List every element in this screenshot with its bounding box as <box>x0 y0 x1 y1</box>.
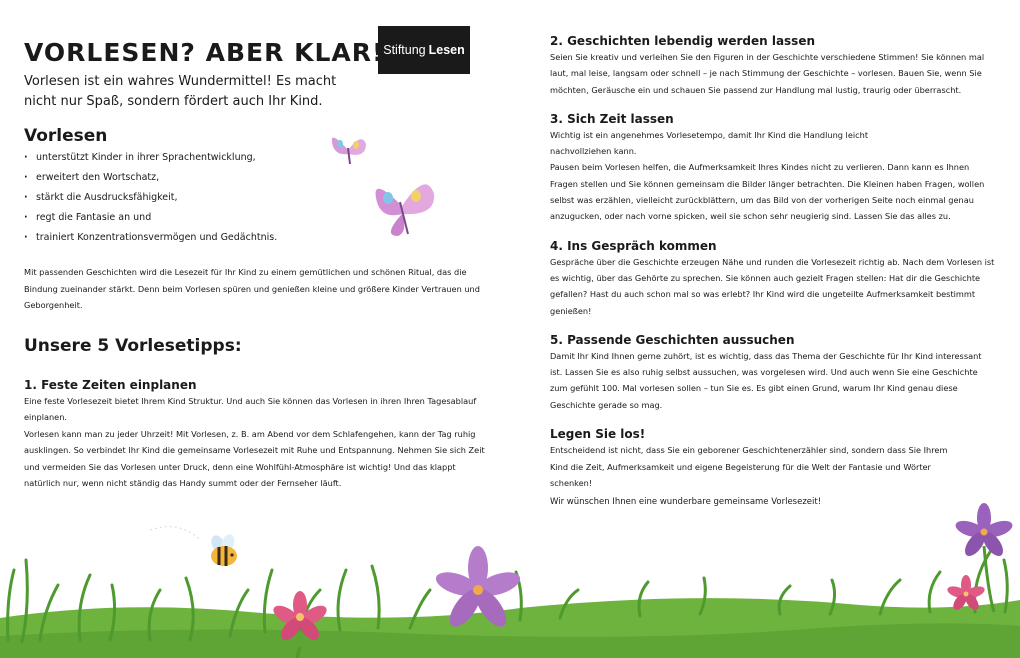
tip-1-title: 1. Feste Zeiten einplanen <box>24 377 197 392</box>
tip-3-paragraph-1: Wichtig ist ein angenehmes Vorlesetempo, damit Ihr Kind die Handlung leicht nachvollziehen kann. <box>550 129 869 157</box>
logo-word-2: Lesen <box>428 43 465 57</box>
left-column <box>24 38 489 492</box>
bee-icon <box>209 532 237 566</box>
list-item: · trainiert Konzentrationsvermögen und Gedächtnis. <box>24 228 489 248</box>
tip-2-block <box>550 34 995 98</box>
closing-block <box>550 427 995 510</box>
list-item: · stärkt die Ausdrucksfähigkeit, <box>24 188 489 208</box>
tip-3-paragraph-2: Pausen beim Vorlesen helfen, die Aufmerksamkeit Ihres Kindes nicht zu verlieren. Dann kann es Ihnen Fragen stellen und Sie können gemeinsam die Bilder länger betrachten. Die Kleinen haben Fragen, wollen selbst was erzählen, vielleicht zurückblättern, um das Bild von der vorherigen Seite noch einmal genau anzugucken, oder nach vorne spicken, weil sie schon sehr neugierig sind. Lassen Sie das alles zu. <box>550 162 985 222</box>
list-item: · regt die Fantasie an und <box>24 208 489 228</box>
grass-icon <box>0 552 1020 658</box>
tip-4-block <box>550 239 995 319</box>
tip-2-text: Seien Sie kreativ und verleihen Sie den Figuren in der Geschichte verschiedene Stimmen! Sie können mal laut, mal leise, langsam oder schnell – je nach Stimmung der Geschichte – vorlesen. Bauen Sie, wenn Sie möchten, Geräusche ein und schauen Sie passend zur Handlung mal lustig, traurig oder überrascht. <box>550 52 985 95</box>
intro-paragraph: Mit passenden Geschichten wird die Lesezeit für Ihr Kind zu einem gemütlichen und schönen Ritual, das die Bindung zueinander stärkt. Denn beim Vorlesen spüren und genießen kleine und größere Kinder Vertrauen und Geborgenheit. <box>24 267 480 310</box>
logo-word-1: Stiftung <box>383 43 426 57</box>
closing-title: Legen Sie los! <box>550 427 646 442</box>
benefits-list <box>24 148 489 248</box>
tip-1-paragraph-1: Eine feste Vorlesezeit bietet Ihrem Kind Struktur. Und auch Sie können das Vorlesen in ihren Ihren Tagesablauf einplanen. <box>24 395 477 422</box>
tip-2-title: 2. Geschichten lebendig werden lassen <box>550 34 816 48</box>
tip-5-title: 5. Passende Geschichten aussuchen <box>550 332 795 347</box>
tip-4-text: Gespräche über die Geschichte erzeugen Nähe und runden die Vorlesezeit richtig ab. Nach dem Vorlesen ist es wichtig, über das Gehörte zu sprechen. Sie können auch gezielt Fragen stellen: Hat dir die Geschichte gefallen? Hast du auch schon mal so was erlebt? Ihr Kind wird die ungeteilte Aufmerksamkeit bestimmt genießen! <box>550 256 995 316</box>
lead-text: Vorlesen ist ein wahres Wundermittel! Es macht nicht nur Spaß, sondern fördert auch Ihr Kind. <box>24 74 337 109</box>
tip-3-title: 3. Sich Zeit lassen <box>550 111 674 126</box>
tips-heading: Unsere 5 Vorlesetipps: <box>24 335 242 356</box>
list-item: · erweitert den Wortschatz, <box>24 168 489 188</box>
list-item: · unterstützt Kinder in ihrer Sprachentwicklung, <box>24 148 489 168</box>
closing-wish: Wir wünschen Ihnen eine wunderbare gemeinsame Vorlesezeit! <box>550 496 822 507</box>
closing-text: Entscheidend ist nicht, dass Sie ein geborener Geschichtenerzähler sind, sondern dass Sie Ihrem Kind die Zeit, Aufmerksamkeit und eigene Begeisterung für die Welt der Fantasie und Wörter schenken! <box>550 445 948 489</box>
tip-1-paragraph-2: Vorlesen kann man zu jeder Uhrzeit! Mit Vorlesen, z. B. am Abend vor dem Schlafengehen, kann der Tag ruhig ausklingen. So verbindet Ihr Kind die gemeinsame Vorlesezeit mit Ruhe und Entspannung. Nehmen Sie sich Zeit und vermeiden Sie das Vorlesen unter Druck, denn eine Wohlfühl-Atmosphäre ist wichtig! Und das klappt natürlich nur, wenn nicht ständig das Handy summt oder der Fernseher läuft. <box>24 428 485 488</box>
right-column <box>550 34 995 510</box>
tip-3-block <box>550 112 995 225</box>
tip-5-text: Damit Ihr Kind Ihnen gerne zuhört, ist es wichtig, dass das Thema der Geschichte für Ihr Kind interessant ist. Lassen Sie es also ruhig selbst aussuchen, was vorgelesen wird. Und auch wenn Sie eine Geschichte zum gefühlt 100. Mal vorlesen sollen – tun Sie es. Es gibt einen Grund, warum Ihr Kind genau diese Geschichte gerade so mag. <box>550 350 982 410</box>
page-title: VORLESEN? ABER KLAR! <box>24 38 385 67</box>
tip-5-block <box>550 333 995 413</box>
bee-trail-icon <box>150 527 200 540</box>
tip-4-title: 4. Ins Gespräch kommen <box>550 238 717 253</box>
section-heading-vorlesen: Vorlesen <box>24 126 108 146</box>
